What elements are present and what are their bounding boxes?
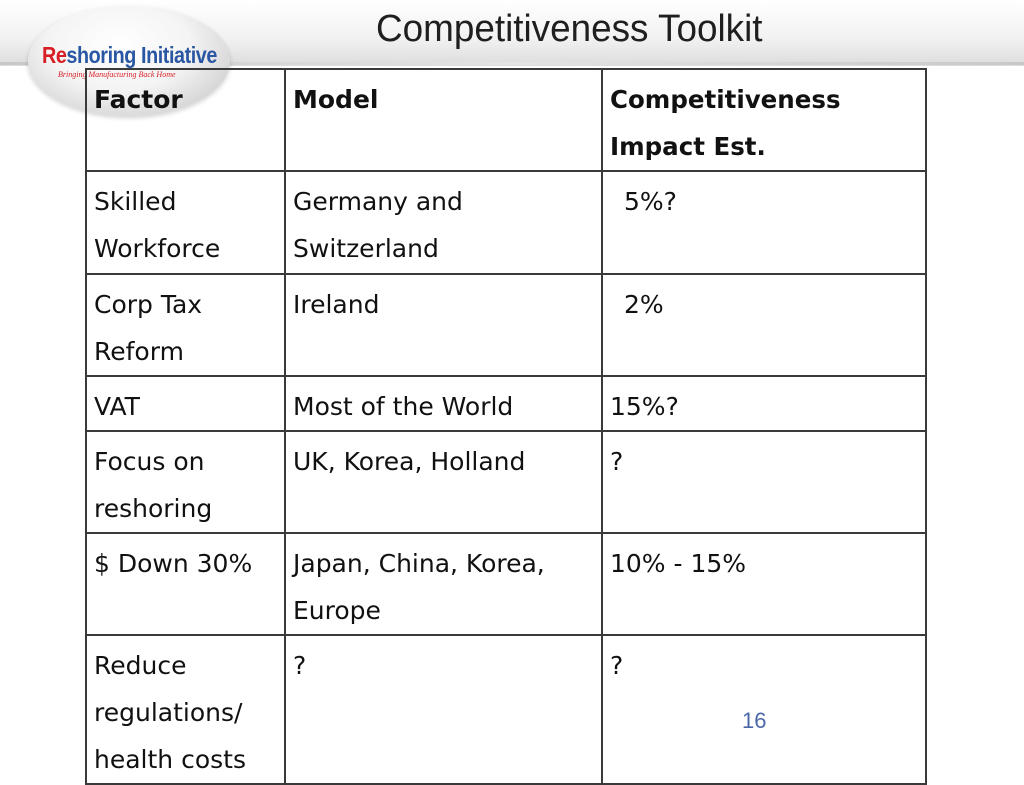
- cell-impact: 10% - 15%: [602, 533, 926, 635]
- toolkit-table: [85, 68, 927, 785]
- cell-factor: Skilled Workforce: [86, 171, 285, 274]
- cell-factor: $ Down 30%: [86, 533, 285, 635]
- logo-tagline: Bringing Manufacturing Back Home: [58, 70, 176, 79]
- slide-title: Competitiveness Toolkit: [376, 8, 763, 50]
- header-cell-model: Model: [285, 69, 602, 171]
- table-row: [86, 533, 926, 635]
- logo-wordmark: [42, 44, 217, 67]
- logo-wordmark-red: Re: [42, 42, 67, 68]
- cell-impact: ?: [602, 635, 926, 784]
- cell-impact: 15%?: [602, 376, 926, 431]
- cell-factor: VAT: [86, 376, 285, 431]
- table-row: [86, 274, 926, 376]
- header-cell-factor: Factor: [86, 69, 285, 171]
- cell-impact: 2%: [602, 274, 926, 376]
- cell-model: Ireland: [285, 274, 602, 376]
- cell-model: UK, Korea, Holland: [285, 431, 602, 533]
- cell-factor: Corp Tax Reform: [86, 274, 285, 376]
- logo-wordmark-blue: shoring Initiative: [66, 42, 217, 68]
- cell-model: Germany and Switzerland: [285, 171, 602, 274]
- cell-factor: Reduce regulations/ health costs: [86, 635, 285, 784]
- cell-model: Japan, China, Korea, Europe: [285, 533, 602, 635]
- cell-model: ?: [285, 635, 602, 784]
- header-cell-impact: Competitiveness Impact Est.: [602, 69, 926, 171]
- table-row: [86, 376, 926, 431]
- cell-factor: Focus on reshoring: [86, 431, 285, 533]
- table-row: [86, 431, 926, 533]
- cell-impact: ?: [602, 431, 926, 533]
- page-number: 16: [742, 708, 767, 733]
- table-row: [86, 635, 926, 784]
- cell-model: Most of the World: [285, 376, 602, 431]
- cell-impact: 5%?: [602, 171, 926, 274]
- table-row: [86, 171, 926, 274]
- table-header-row: [86, 69, 926, 171]
